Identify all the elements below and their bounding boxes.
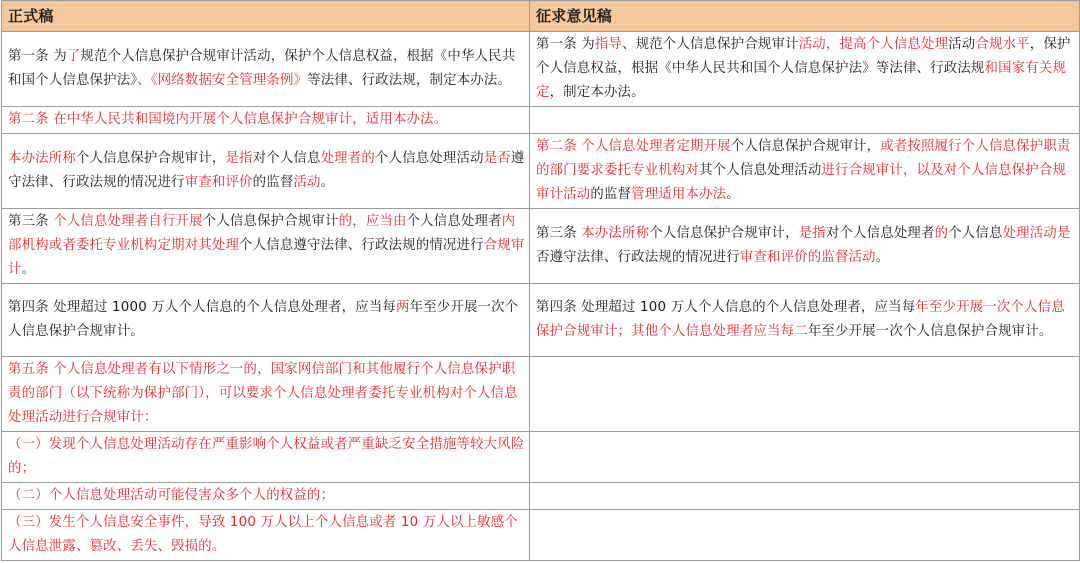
text-segment: 。 [726,187,740,202]
draft-cell [530,357,1080,432]
table-row [2,357,1080,432]
highlighted-text: 审查和评价的监督活动 [739,250,876,265]
highlighted-text: 本办法所称 [8,151,76,166]
formal-cell [2,483,530,510]
formal-cell [2,284,530,357]
text-segment: ，制定本办法。 [549,85,645,100]
highlighted-text: 第五条 个人信息处理者有以下情形之一的，国家网信部门和其他履行个人信息保护职责的部门（以下统称为保护部门），可以要求个人信息处理者委托专业机构对个人信息处理活动进行合规审计： [8,362,518,425]
formal-cell [2,510,530,561]
text-segment: 个人信息保护合规审计， [730,139,881,154]
text-segment: 个人信息 [948,226,1003,241]
text-segment: 个人信息处理者 [406,214,502,229]
highlighted-text: 内部机构或者委托专业机构定期对其处理 [8,214,516,253]
highlighted-text: 两 [396,300,410,315]
highlighted-text: （三）发生个人信息安全事件，导致 100 万人以上个人信息或者 10 万人以上敏感个人信息泄露、篡改、丢失、毁损的。 [8,515,518,554]
highlighted-text: （二）个人信息处理活动可能侵害众多个人的权益的； [8,488,335,503]
text-segment: 的监督 [252,175,294,190]
text-segment: 、规范个人信息保护合规审计 [622,37,799,52]
highlighted-text: 活动 [293,175,321,190]
draft-cell [530,483,1080,510]
draft-cell [530,32,1080,107]
highlighted-text: 审查和评价 [184,175,253,190]
draft-cell [530,107,1080,134]
text-segment: 第一条 为 [536,37,595,52]
highlighted-text: 处理活动是 [1002,226,1071,241]
highlighted-text: （一）发现个人信息处理活动存在严重影响个人权益或者严重缺乏安全措施等较大风险的； [8,437,525,476]
text-segment: 。 [875,250,890,265]
table-header-row [2,1,1080,32]
table-row [2,134,1080,209]
text-segment: 等法律、行政法规，制定本办法。 [307,73,512,88]
table-row [2,483,1080,510]
highlighted-text: 指导 [594,37,623,52]
highlighted-text: 合规审计 [8,238,525,277]
text-segment: 对个人信息处理者 [825,226,935,241]
text-segment: ，保护个人信息权益，根据《中华人民共和国个人信息保护法》等法律、行政法规 [536,37,1071,76]
table-row [2,432,1080,483]
highlighted-text: 进行合规审计，以及对个人信息保护合规审计活动 [536,163,1067,202]
text-segment: 个人信息保护合规审计， [649,226,799,241]
text-segment: 规范个人信息保护合规审计活动，保护个人信息权益，根据《中华人民共和国个人信息保护法》 [8,49,516,88]
comparison-table [1,0,1080,561]
text-segment: 否遵守法律、行政法规的情况进行 [536,250,740,265]
highlighted-text: 活动，提高个人信息处理 [798,37,949,52]
text-segment: 年至少开展一次个人信息保护合规审计。 [8,300,519,339]
highlighted-text: 年至少开展一次个人信息保护合规审计；其他个人信息处理者应当每二 [536,300,1065,339]
highlighted-text: 是指 [225,151,253,166]
highlighted-text: 的 [934,226,949,241]
text-segment: 对个人信息 [252,151,321,166]
formal-cell [2,32,530,107]
text-segment: 个人信息处理活动 [374,151,484,166]
highlighted-text: 处理者的 [320,151,375,166]
draft-cell [530,134,1080,209]
highlighted-text: 个人信息处理者自行开展 [53,214,203,229]
table-row [2,510,1080,561]
text-segment: 的监督 [590,187,632,202]
highlighted-text: 了 [66,49,81,64]
draft-cell [530,432,1080,483]
highlighted-text: 和国家有关规定 [536,61,1067,100]
table-row [2,32,1080,107]
highlighted-text: 或者按照履行个人信息保护职责的部门要求委托专业机构对 [536,139,1071,178]
text-segment: 第四条 处理超过 1000 万人个人信息的个人信息处理者，应当每 [8,300,397,315]
text-segment: 个人信息遵守法律、行政法规的情况进行 [239,238,484,253]
header-consultation-draft: 征求意见稿 [530,1,1080,32]
formal-cell [2,209,530,284]
highlighted-text: 合规水平 [975,37,1030,52]
text-segment: 。 [320,175,335,190]
formal-cell [2,134,530,209]
text-segment: 个人信息保护合规审计 [202,214,339,229]
draft-cell [530,284,1080,357]
table-row [2,209,1080,284]
text-segment: 遵守法律、行政法规的情况进行 [8,151,525,190]
highlighted-text: 的，应当由 [338,214,407,229]
formal-cell [2,432,530,483]
highlighted-text: 第二条 个人信息处理者定期开展 [536,139,731,154]
highlighted-text: 、《网络数据安全管理条例》 [137,73,308,88]
table-row [2,107,1080,134]
highlighted-text: 第二条 在中华人民共和国境内开展个人信息保护合规审计，适用本办法。 [8,112,448,127]
header-formal-draft: 正式稿 [2,1,530,32]
text-segment: 。 [21,262,36,277]
highlighted-text: 是否 [483,151,511,166]
highlighted-text: 是指 [798,226,826,241]
text-segment: 第三条 [8,214,54,229]
table-row [2,284,1080,357]
draft-cell [530,510,1080,561]
text-segment: 第一条 为 [8,49,67,64]
highlighted-text: 本办法所称 [581,226,650,241]
formal-cell [2,357,530,432]
draft-cell [530,209,1080,284]
highlighted-text: 管理适用本办法 [631,187,727,202]
text-segment: 第四条 处理超过 100 万人个人信息的个人信息处理者，应当每 [536,300,916,315]
text-segment: 年至少开展一次个人信息保护合规审计。 [807,324,1053,339]
text-segment: 活动 [948,37,976,52]
formal-cell [2,107,530,134]
text-segment: 第三条 [536,226,582,241]
text-segment: 个人信息保护合规审计， [75,151,226,166]
text-segment: 其个人信息处理活动 [699,163,822,178]
